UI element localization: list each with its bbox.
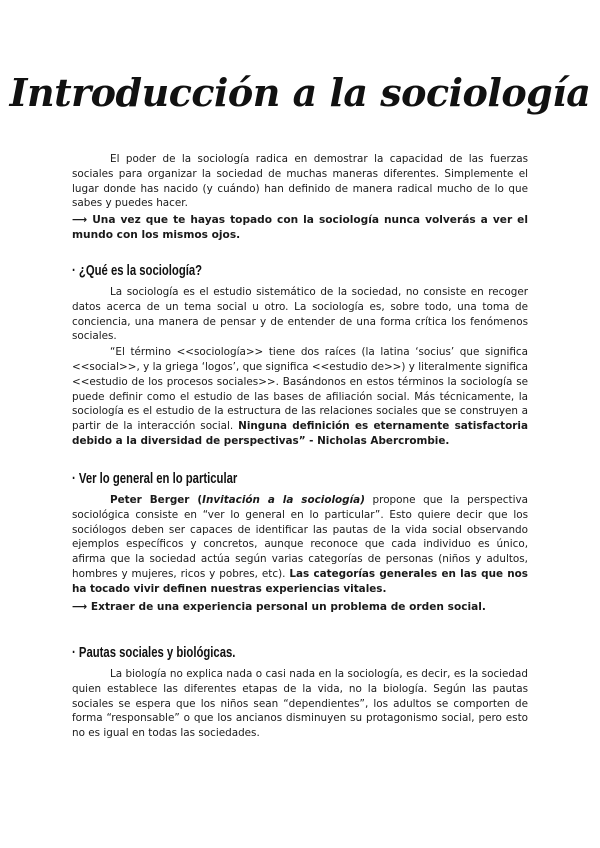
section1-quote: “El término <<sociología>> tiene dos raíces (la latina ‘socius’ que significa <<social>>, y la griega ‘logos’, que significa <<estudio de>>) y literalmente significa <<estudio de los procesos sociales>>. Basándonos en estos términos la sociología se puede definir como el estudio de las bases de afiliación social. Más técnicamente, la sociología es el estudio de la estructura de las relaciones sociales que se construyen a partir de la interacción social. xyxy=(72,346,528,433)
intro-arrow-note: ⟶ Una vez que te hayas topado con la sociología nunca volverás a ver el mundo con los mismos ojos. xyxy=(72,214,528,241)
section2-body: propone que la perspectiva sociológica consiste en “ver lo general en lo particular”. Esto quiere decir que los sociólogos deben ser capaces de identificar las pautas de la vida social observando ejemplos específicos y concretos, aunque reconoce que cada individuo es único, afirma que la sociedad actúa según varias categorías de personas (niños y adultos, hombres y mujeres, ricos y pobres, etc). xyxy=(72,494,528,580)
section-heading-que-es: · ¿Qué es la sociología? xyxy=(72,263,203,279)
section2-author: Peter Berger ( xyxy=(110,494,203,506)
section2-arrow-note: ⟶ Extraer de una experiencia personal un problema de orden social. xyxy=(72,600,486,613)
intro-paragraph: El poder de la sociología radica en demostrar la capacidad de las fuerzas sociales para organizar la sociedad de muchas maneras diferentes. Simplemente el lugar donde has nacido (y cuándo) han definido de manera radical mucho de lo que sabes y puedes hacer. xyxy=(72,153,528,210)
section1-paragraph-1: La sociología es el estudio sistemático de la sociedad, no consiste en recoger datos acerca de un tema social u otro. La sociología es, sobre todo, una toma de conciencia, una manera de pensar y de entender de una forma crítica los fenómenos sociales. xyxy=(72,286,528,343)
section2-book-title: Invitación a la sociología) xyxy=(202,494,365,506)
intro-section xyxy=(72,152,528,243)
section2-body-bold: Las categorías generales en las que nos ha tocado vivir definen nuestras experiencias vitales. xyxy=(72,567,528,595)
section-heading-pautas: · Pautas sociales y biológicas. xyxy=(72,645,236,661)
section-que-es xyxy=(72,285,528,449)
section-pautas xyxy=(72,667,528,741)
section-ver-lo-general xyxy=(72,493,528,614)
section-heading-ver-lo-general: · Ver lo general en lo particular xyxy=(72,471,238,487)
page-title: Introducción a la sociología xyxy=(9,70,591,115)
section1-quote-bold: Ninguna definición es eternamente satisfactoria debido a la diversidad de perspectivas” - Nicholas Abercrombie. xyxy=(72,420,528,447)
section3-paragraph: La biología no explica nada o casi nada en la sociología, es decir, es la sociedad quien establece las diferentes etapas de la vida, no la biología. Según las pautas sociales se espera que los niños sean “dependientes”, los adultos se comporten de forma “responsable” o que los ancianos disminuyen su protagonismo social, pero esto no es igual en todas las sociedades. xyxy=(72,668,528,740)
section1-paragraph-2 xyxy=(72,345,528,449)
section2-paragraph xyxy=(72,493,528,597)
